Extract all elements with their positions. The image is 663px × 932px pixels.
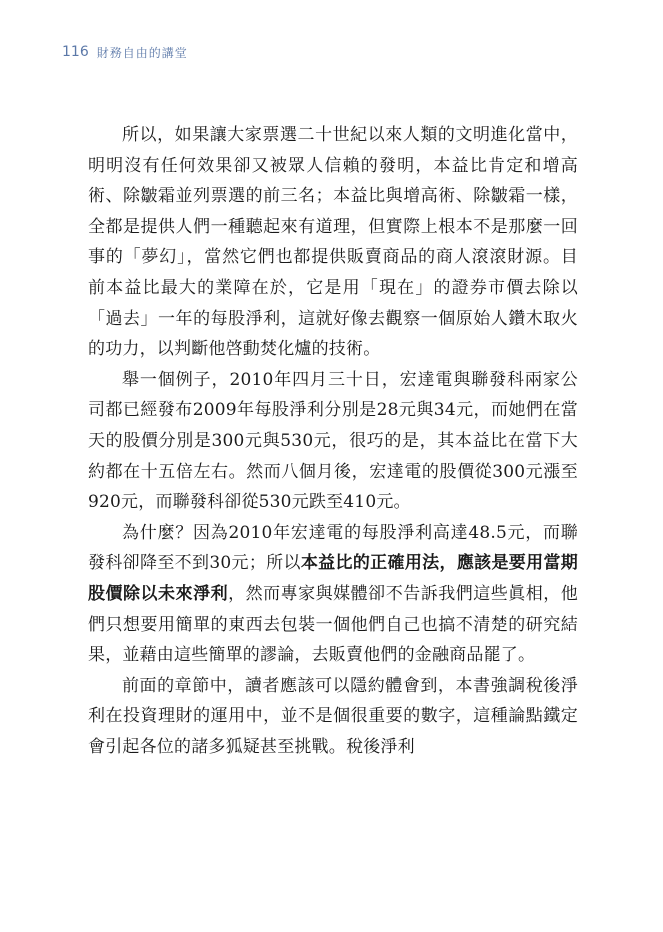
paragraph-text: ，然而專家與媒體卻不告訴我們這些眞相，他們只想要用簡單的東西去包裝一個他們自己也搞不清楚的研究結果，並藉由這些簡單的謬論，去販賣他們的金融商品罷了。 (88, 583, 578, 666)
paragraph-3 (88, 518, 578, 671)
emphasis-text: 本益比的正確用法，應該是要用當期股價除以未來淨利 (88, 553, 579, 604)
paragraph-1 (88, 120, 578, 365)
paragraph-text: 舉一個例子，2010年四月三十日，宏達電與聯發科兩家公司都已經發布2009年每股淨利分別是28元與34元，而她們在當天的股價分別是300元與530元，很巧的是，其本益比在當下大約都在十五倍左右。然而八個月後，宏達電的股價從300元漲至920元，而聯發科卻從530元跌至410元。 (88, 369, 578, 513)
paragraph-text: 所以，如果讓大家票選二十世紀以來人類的文明進化當中，明明沒有任何效果卻又被眾人信賴的發明，本益比肯定和增高術、除皺霜並列票選的前三名；本益比與增高術、除皺霜一樣，全都是提供人們一種聽起來有道理，但實際上根本不是那麼一回事的「夢幻」，當然它們也都提供販賣商品的商人滾滾財源。目前本益比最大的業障在於，它是用「現在」的證券市價去除以「過去」一年的每股淨利，這就好像去觀察一個原始人鑽木取火的功力，以判斷他啓動焚化爐的技術。 (88, 125, 578, 360)
paragraph-4 (88, 671, 578, 763)
paragraph-text: 為什麼？因為2010年宏達電的每股淨利高達48.5元，而聯發科卻降至不到30元；所以 (88, 522, 578, 574)
paragraph-2 (88, 365, 578, 518)
book-title: 財務自由的講堂 (96, 45, 188, 60)
paragraph-text: 前面的章節中，讀者應該可以隱約體會到，本書強調稅後淨利在投資理財的運用中，並不是個很重要的數字，這種論點鐵定會引起各位的諸多狐疑甚至挑戰。稅後淨利 (88, 675, 578, 757)
running-header (62, 42, 188, 62)
body-text (88, 120, 578, 762)
page-number: 116 (62, 44, 89, 60)
